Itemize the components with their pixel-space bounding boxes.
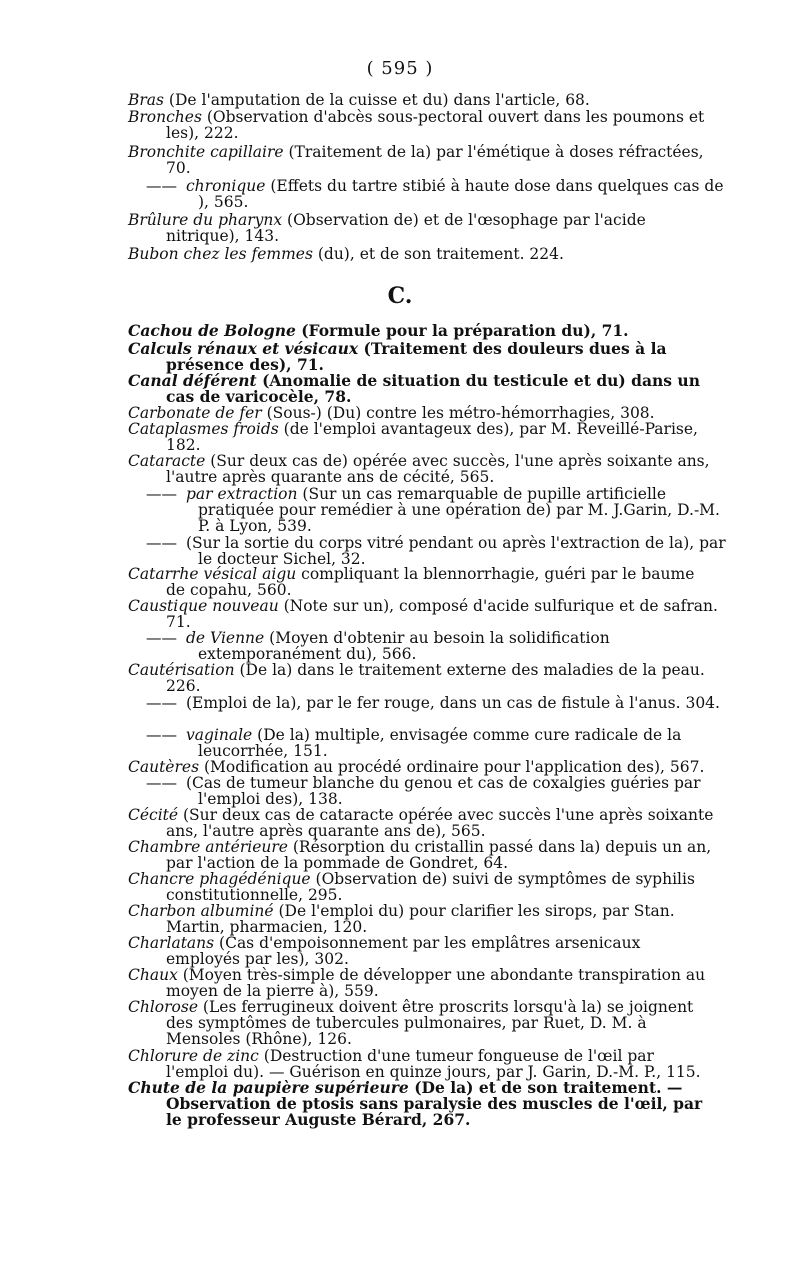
index-entry: Bras (De l'amputation de la cuisse et du) dans l'article, 68.	[128, 91, 590, 109]
index-entry: —— de Vienne (Moyen d'obtenir au besoin la solidification extemporanément du), 566.	[146, 629, 610, 663]
index-entry: Caustique nouveau (Note sur un), composé d'acide sulfurique et de safran. 71.	[128, 597, 718, 631]
index-entry: Chlorose (Les ferrugineux doivent être proscrits lorsqu'à la) se joignent des symptômes de tubercules pulmonaires, par Ruet, D. M. à Mensoles (Rhône), 126.	[128, 998, 694, 1048]
index-entry: —— par extraction (Sur un cas remarquable de pupille artificielle pratiquée pour remédier à une opération de) par M. J.Garin, D.-M. P. à Lyon, 539.	[146, 485, 720, 535]
index-entry: Chaux (Moyen très-simple de développer une abondante transpiration au moyen de la pierre à), 559.	[128, 966, 706, 1000]
index-entry: Bronches (Observation d'abcès sous-pectoral ouvert dans les poumons et les), 222.	[128, 108, 705, 142]
index-entry: —— vaginale (De la) multiple, envisagée comme cure radicale de la leucorrhée, 151.	[146, 726, 682, 760]
index-entry: Cautérisation (De la) dans le traitement externe des maladies de la peau. 226.	[128, 661, 705, 695]
index-entry: Cécité (Sur deux cas de cataracte opérée avec succès l'une après soixante ans, l'autre après quarante ans de), 565.	[128, 806, 714, 840]
index-entry: Charbon albuminé (De l'emploi du) pour clarifier les sirops, par Stan. Martin, pharmacien, 120.	[128, 902, 675, 936]
index-entry: Cataracte (Sur deux cas de) opérée avec succès, l'une après soixante ans, l'autre après quarante ans de cécité, 565.	[128, 452, 710, 486]
index-entry: Carbonate de fer (Sous-) (Du) contre les métro-hémorrhagies, 308.	[128, 404, 655, 422]
index-entry: Calculs rénaux et vésicaux (Traitement des douleurs dues à la présence des), 71.	[128, 339, 667, 374]
index-entry: Chambre antérieure (Résorption du cristallin passé dans la) depuis un an, par l'action de la pommade de Gondret, 64.	[128, 838, 712, 872]
index-entry: Cataplasmes froids (de l'emploi avantageux des), par M. Reveillé-Parise, 182.	[128, 420, 698, 454]
index-entry: —— (Cas de tumeur blanche du genou et cas de coxalgies guéries par l'emploi des), 138.	[146, 774, 701, 808]
index-entry: Chute de la paupière supérieure (De la) et de son traitement. — Observation de ptosis sans paralysie des muscles de l'œil, par le professeur Auguste Bérard, 267.	[128, 1078, 703, 1129]
index-entry: Canal déférent (Anomalie de situation du testicule et du) dans un cas de varicocèle, 78.	[128, 371, 700, 406]
index-entry: —— chronique (Effets du tartre stibié à haute dose dans quelques cas de ), 565.	[146, 177, 724, 211]
index-entry: Brûlure du pharynx (Observation de) et de l'œsophage par l'acide nitrique), 143.	[128, 211, 646, 245]
index-entry: Cautères (Modification au procédé ordinaire pour l'application des), 567.	[128, 758, 705, 776]
page-number: ( 595 )	[366, 58, 434, 79]
index-entry: —— (Emploi de la), par le fer rouge, dans un cas de fistule à l'anus. 304.	[146, 694, 720, 712]
index-entry: Chancre phagédénique (Observation de) suivi de symptômes de syphilis constitutionnelle, 295.	[128, 870, 695, 904]
index-entry: Catarrhe vésical aigu compliquant la blennorrhagie, guéri par le baume de copahu, 560.	[128, 565, 695, 599]
index-entry: Bubon chez les femmes (du), et de son traitement. 224.	[128, 245, 564, 263]
index-entry: Cachou de Bologne (Formule pour la préparation du), 71.	[128, 321, 629, 340]
section-letter: C.	[387, 283, 413, 309]
index-entry: Charlatans (Cas d'empoisonnement par les emplâtres arsenicaux employés par les), 302.	[128, 934, 641, 968]
index-entry: Bronchite capillaire (Traitement de la) par l'émétique à doses réfractées, 70.	[128, 143, 704, 177]
index-entry: Chlorure de zinc (Destruction d'une tumeur fongueuse de l'œil par l'emploi du). — Guérison en quinze jours, par J. Garin, D.-M. P., 115.	[128, 1047, 701, 1081]
index-entry: —— (Sur la sortie du corps vitré pendant ou après l'extraction de la), par le docteur Sichel, 32.	[146, 534, 726, 568]
